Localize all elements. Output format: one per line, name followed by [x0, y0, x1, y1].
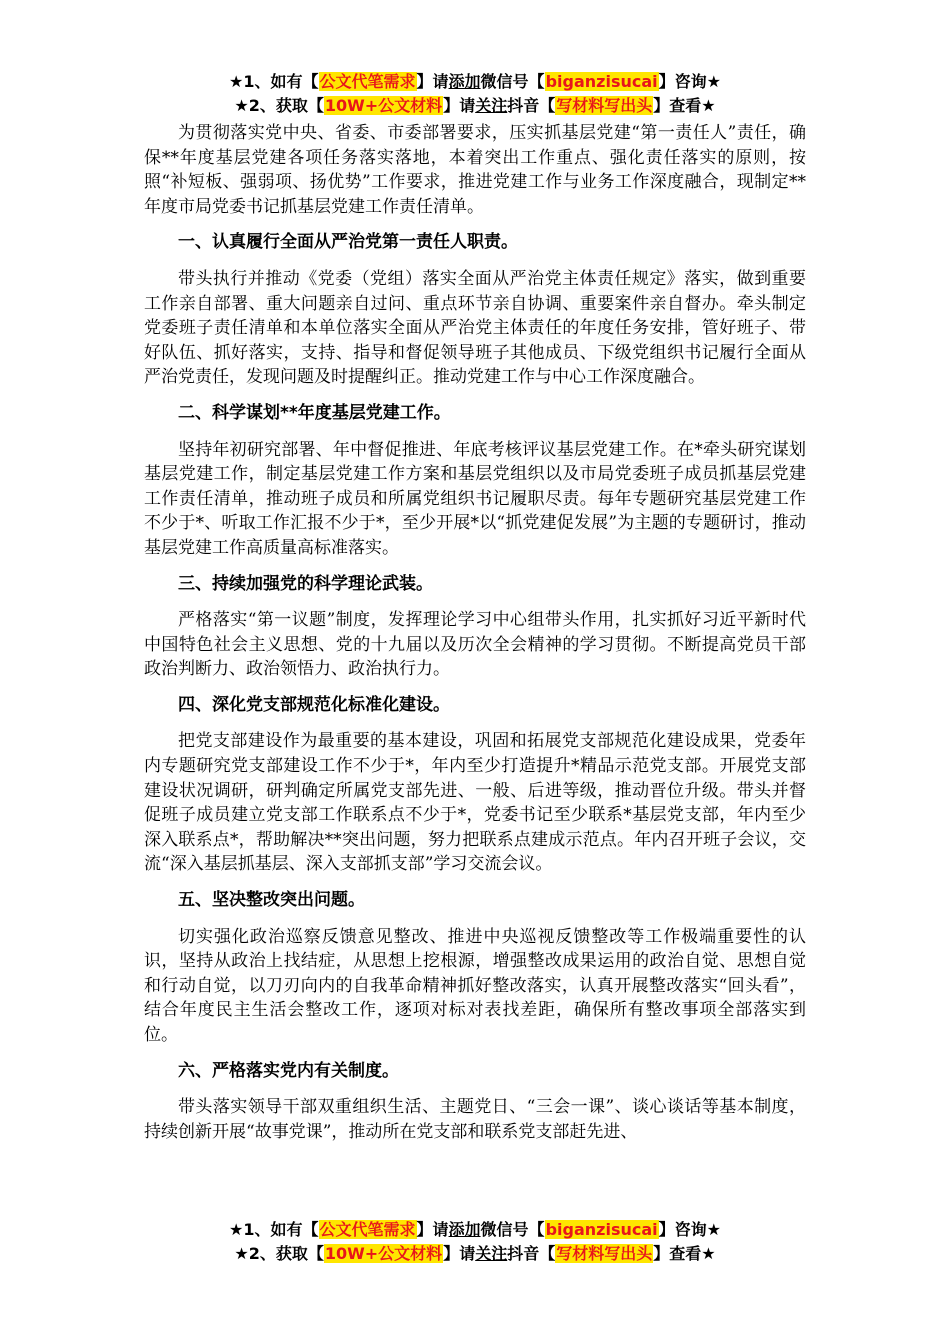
intro-paragraph: 为贯彻落实党中央、省委、市委部署要求，压实抓基层党建“第一责任人”责任，确保**年度基层党建各项任务落实落地，本着突出工作重点、强化责任落实的原则，按照“补短板、强弱项、扬优势”工作要求，推进党建工作与业务工作深度融合，现制定**年度市局党委书记抓基层党建工作责任清单。	[144, 123, 806, 217]
highlight-douyin: 写材料写出头	[556, 1244, 653, 1263]
section-heading-5: 五、坚决整改突出问题。	[178, 890, 365, 911]
section-heading-1: 一、认真履行全面从严治党第一责任人职责。	[178, 232, 518, 253]
section-heading-6: 六、严格落实党内有关制度。	[178, 1060, 399, 1081]
bottom-banner-line-1: ★1、如有【公文代笔需求】请添加微信号【biganzisucai】咨询★	[229, 1220, 721, 1239]
section-body-2: 坚持年初研究部署、年中督促推进、年底考核评议基层党建工作。在*牵头研究谋划基层党建工作，制定基层党建工作方案和基层党组织以及市局党委班子成员抓基层党建工作责任清单，推动班子成员和所属党组织书记履职尽责。每年专题研究基层党建工作不少于*、听取工作汇报不少于*，至少开展*以“抓党建促发展”为主题的专题研讨，推动基层党建工作高质量高标准落实。	[144, 439, 806, 558]
document-body	[144, 121, 806, 1144]
highlight-materials: 10W+公文材料	[324, 1244, 443, 1263]
top-banner-line-1: ★1、如有【公文代笔需求】请添加微信号【biganzisucai】咨询★	[229, 72, 721, 91]
section-heading-4: 四、深化党支部规范化标准化建设。	[178, 694, 450, 715]
section-body-1: 带头执行并推动《党委（党组）落实全面从严治党主体责任规定》落实，做到重要工作亲自部署、重大问题亲自过问、重点环节亲自协调、重要案件亲自督办。牵头制定党委班子责任清单和本单位落实全面从严治党主体责任的年度任务安排，管好班子、带好队伍、抓好落实，支持、指导和督促领导班子其他成员、下级党组织书记履行全面从严治党责任，发现问题及时提醒纠正。推动党建工作与中心工作深度融合。	[144, 268, 806, 388]
top-banner-line-2: ★2、获取【10W+公文材料】请关注抖音【写材料写出头】查看★	[234, 96, 716, 115]
highlight-service: 公文代笔需求	[319, 1220, 416, 1239]
section-heading-2: 二、科学谋划**年度基层党建工作。	[178, 402, 451, 423]
highlight-douyin: 写材料写出头	[556, 96, 653, 115]
bottom-banner-line-2: ★2、获取【10W+公文材料】请关注抖音【写材料写出头】查看★	[234, 1244, 716, 1263]
section-heading-3: 三、持续加强党的科学理论武装。	[178, 573, 433, 594]
highlight-service: 公文代笔需求	[319, 72, 416, 91]
highlight-materials: 10W+公文材料	[324, 96, 443, 115]
highlight-wechat-id: biganzisucai	[545, 1220, 658, 1239]
highlight-wechat-id: biganzisucai	[545, 72, 658, 91]
section-body-4: 把党支部建设作为最重要的基本建设，巩固和拓展党支部规范化建设成果，党委年内专题研究党支部建设工作不少于*，年内至少打造提升*精品示范党支部。开展党支部建设状况调研，研判确定所属党支部先进、一般、后进等级，推动晋位升级。带头并督促班子成员建立党支部工作联系点不少于*，党委书记至少联系*基层党支部，年内至少深入联系点*，帮助解决**突出问题，努力把联系点建成示范点。年内召开班子会议，交流“深入基层抓基层、深入支部抓支部”学习交流会议。	[144, 731, 806, 875]
section-body-3: 严格落实“第一议题”制度，发挥理论学习中心组带头作用，扎实抓好习近平新时代中国特色社会主义思想、党的十九届以及历次全会精神的学习贯彻。不断提高党员干部政治判断力、政治领悟力、政治执行力。	[144, 610, 806, 680]
section-body-5: 切实强化政治巡察反馈意见整改、推进中央巡视反馈整改等工作极端重要性的认识，坚持从政治上找结症，从思想上挖根源，增强整改成果运用的政治自觉、思想自觉和行动自觉，以刀刃向内的自我革命精神抓好整改落实，认真开展整改落实“回头看”，结合年度民主生活会整改工作，逐项对标对表找差距，确保所有整改事项全部落实到位。	[144, 926, 806, 1045]
section-body-6: 带头落实领导干部双重组织生活、主题党日、“三会一课”、谈心谈话等基本制度，持续创新开展“故事党课”，推动所在党支部和联系党支部赶先进、	[144, 1097, 806, 1142]
